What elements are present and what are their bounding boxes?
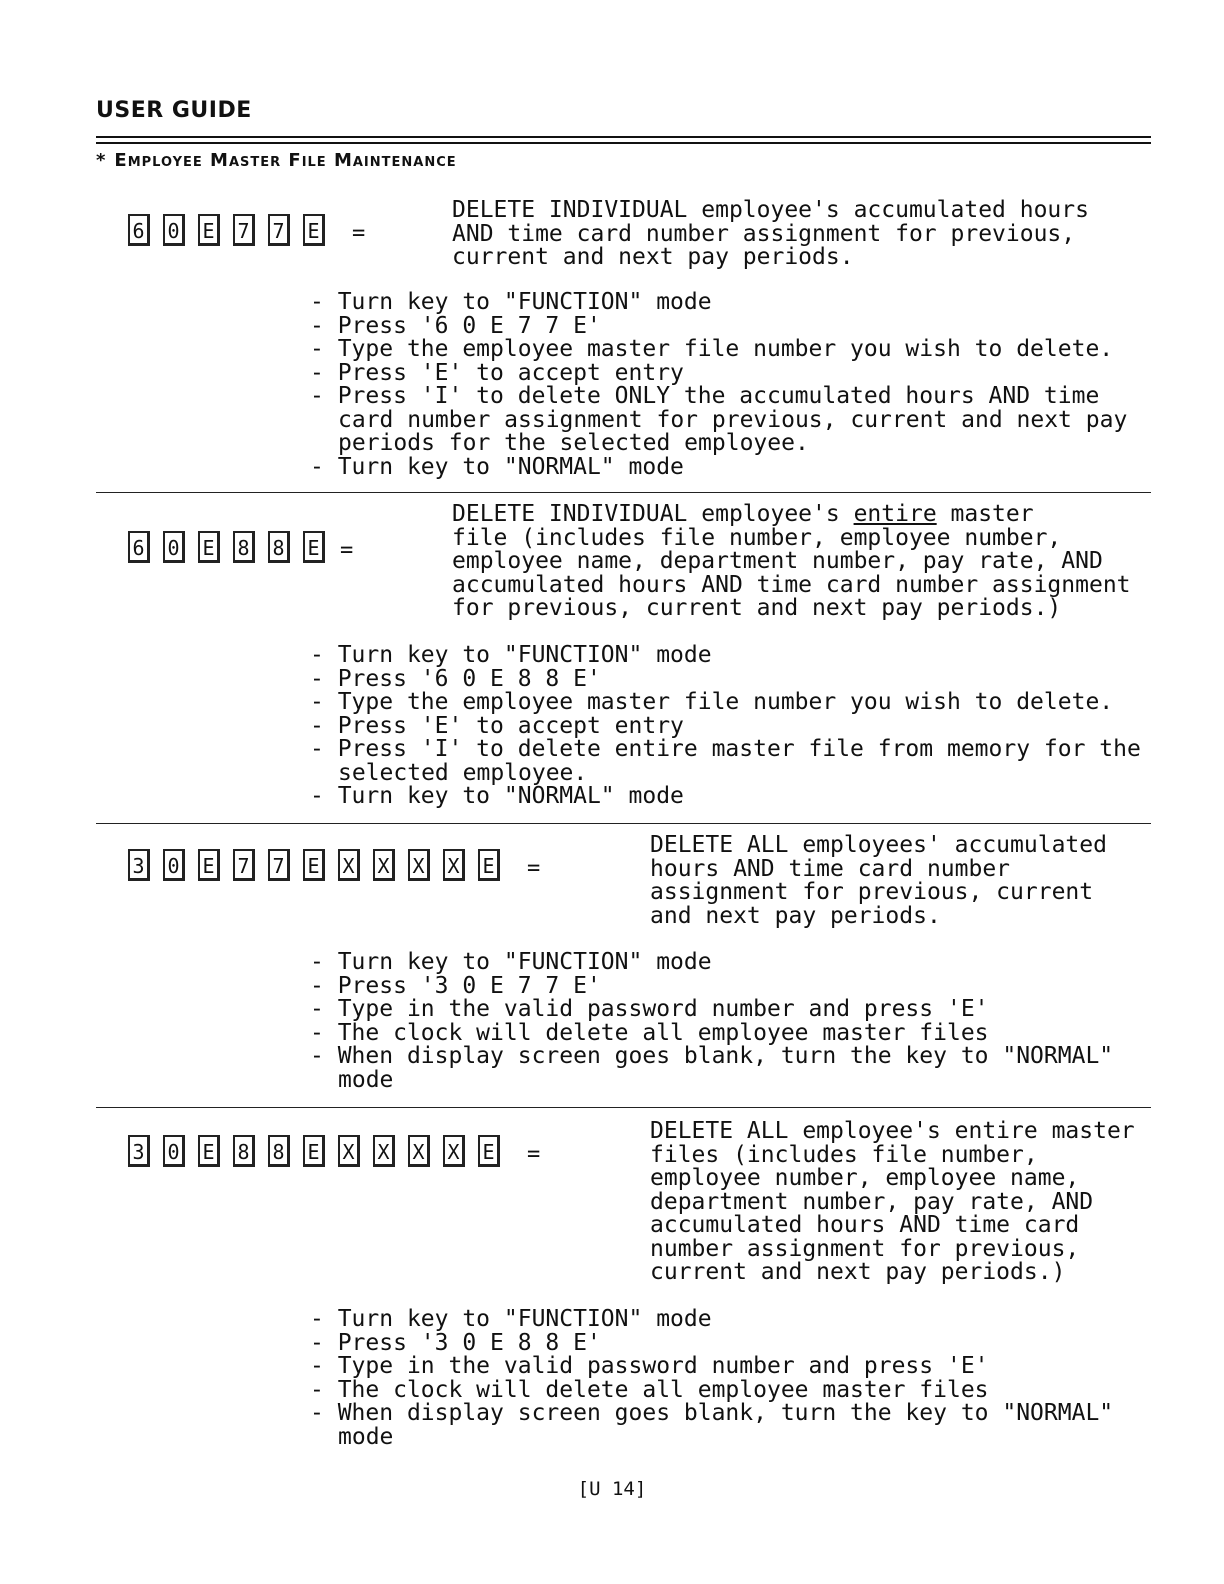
key: 3 bbox=[128, 849, 150, 881]
step-list bbox=[310, 642, 1155, 809]
step-item: - Press 'E' to accept entry bbox=[310, 362, 1152, 386]
key: 0 bbox=[163, 1135, 185, 1167]
step-item: - The clock will delete all employee master files bbox=[310, 1022, 1152, 1046]
step-item: - When display screen goes blank, turn the key to "NORMAL" mode bbox=[310, 1402, 1152, 1449]
key: X bbox=[443, 849, 465, 881]
equals-sign: = bbox=[352, 221, 366, 246]
block-description bbox=[452, 503, 1131, 621]
key: 6 bbox=[128, 214, 150, 246]
key: X bbox=[373, 1135, 395, 1167]
key: X bbox=[443, 1135, 465, 1167]
step-item: - Turn key to "NORMAL" mode bbox=[310, 456, 1152, 480]
step-item: - Press '6 0 E 8 8 E' bbox=[310, 668, 1152, 692]
step-list bbox=[310, 1308, 1152, 1449]
key: X bbox=[408, 849, 430, 881]
key: X bbox=[338, 849, 360, 881]
key: E bbox=[303, 531, 325, 563]
key: E bbox=[198, 849, 220, 881]
key: X bbox=[338, 1135, 360, 1167]
step-item: - Press 'I' to delete entire master file from memory for the selected employee. bbox=[310, 738, 1152, 785]
key: E bbox=[303, 849, 325, 881]
key: 0 bbox=[163, 849, 185, 881]
divider bbox=[96, 823, 1151, 824]
key: 8 bbox=[268, 531, 290, 563]
key: 8 bbox=[233, 531, 255, 563]
key: E bbox=[478, 1135, 500, 1167]
divider bbox=[96, 492, 1151, 493]
step-item: - Type in the valid password number and press 'E' bbox=[310, 1355, 1152, 1379]
block-description: DELETE ALL employees' accumulated hours AND time card number assignment for previous, current and next pay periods. bbox=[650, 832, 1107, 929]
step-item: - When display screen goes blank, turn the key to "NORMAL" mode bbox=[310, 1045, 1152, 1092]
description-emphasis: entire bbox=[853, 501, 937, 527]
bullet-star: * bbox=[96, 150, 107, 171]
key: E bbox=[303, 214, 325, 246]
key-sequence-60E77E bbox=[128, 214, 365, 254]
divider bbox=[96, 1107, 1151, 1108]
step-item: - Press '3 0 E 8 8 E' bbox=[310, 1332, 1152, 1356]
equals-sign: = bbox=[340, 538, 354, 563]
step-item: - Press 'I' to delete ONLY the accumulated hours AND time card number assignment for previous, current and next pay periods for the selected employee. bbox=[310, 385, 1152, 456]
equals-sign: = bbox=[527, 856, 541, 881]
key: 0 bbox=[163, 531, 185, 563]
step-item: - Type in the valid password number and press 'E' bbox=[310, 998, 1152, 1022]
step-item: - The clock will delete all employee master files bbox=[310, 1379, 1152, 1403]
description-text: master file (includes file number, employee number, employee name, department number, pay rate, AND accumulated hours AND time card number assignment for previous, current and next pay periods.) bbox=[452, 501, 1131, 621]
page-number: [U 14] bbox=[577, 1478, 647, 1500]
key: 8 bbox=[233, 1135, 255, 1167]
key-sequence-60E88E bbox=[128, 531, 353, 571]
key: 7 bbox=[268, 214, 290, 246]
key-sequence-30E88EXXXXE bbox=[128, 1135, 540, 1175]
step-item: - Turn key to "FUNCTION" mode bbox=[310, 644, 1152, 668]
step-item: - Turn key to "FUNCTION" mode bbox=[310, 1308, 1152, 1332]
page-header: USER GUIDE bbox=[96, 98, 252, 123]
key-sequence-30E77EXXXXE bbox=[128, 849, 540, 889]
key: 7 bbox=[233, 849, 255, 881]
header-rule-top bbox=[96, 136, 1151, 138]
key: E bbox=[478, 849, 500, 881]
step-item: - Type the employee master file number you wish to delete. bbox=[310, 691, 1152, 715]
step-item: - Press 'E' to accept entry bbox=[310, 715, 1152, 739]
block-description: DELETE ALL employee's entire master files (includes file number, employee number, employee name, department number, pay rate, AND accumulated hours AND time card number assignment for previous, current and next pay periods.) bbox=[650, 1118, 1135, 1285]
key: 6 bbox=[128, 531, 150, 563]
step-item: - Turn key to "FUNCTION" mode bbox=[310, 291, 1152, 315]
key: X bbox=[373, 849, 395, 881]
key: 0 bbox=[163, 214, 185, 246]
key: 7 bbox=[268, 849, 290, 881]
section-title bbox=[96, 150, 457, 171]
block-description: DELETE INDIVIDUAL employee's accumulated hours AND time card number assignment for previous, current and next pay periods. bbox=[452, 197, 1089, 270]
section-title-text: Employee Master File Maintenance bbox=[114, 150, 457, 171]
description-text: DELETE INDIVIDUAL employee's bbox=[452, 501, 854, 527]
key: 3 bbox=[128, 1135, 150, 1167]
equals-sign: = bbox=[527, 1142, 541, 1167]
step-list bbox=[310, 291, 1152, 479]
key: E bbox=[198, 531, 220, 563]
key: E bbox=[198, 214, 220, 246]
step-item: - Turn key to "FUNCTION" mode bbox=[310, 951, 1152, 975]
key: 8 bbox=[268, 1135, 290, 1167]
step-item: - Press '6 0 E 7 7 E' bbox=[310, 315, 1152, 339]
step-list bbox=[310, 951, 1152, 1092]
step-item: - Type the employee master file number you wish to delete. bbox=[310, 338, 1152, 362]
header-rule-bottom bbox=[96, 142, 1151, 144]
key: E bbox=[303, 1135, 325, 1167]
key: X bbox=[408, 1135, 430, 1167]
step-item: - Press '3 0 E 7 7 E' bbox=[310, 975, 1152, 999]
key: E bbox=[198, 1135, 220, 1167]
step-item: - Turn key to "NORMAL" mode bbox=[310, 785, 1152, 809]
key: 7 bbox=[233, 214, 255, 246]
